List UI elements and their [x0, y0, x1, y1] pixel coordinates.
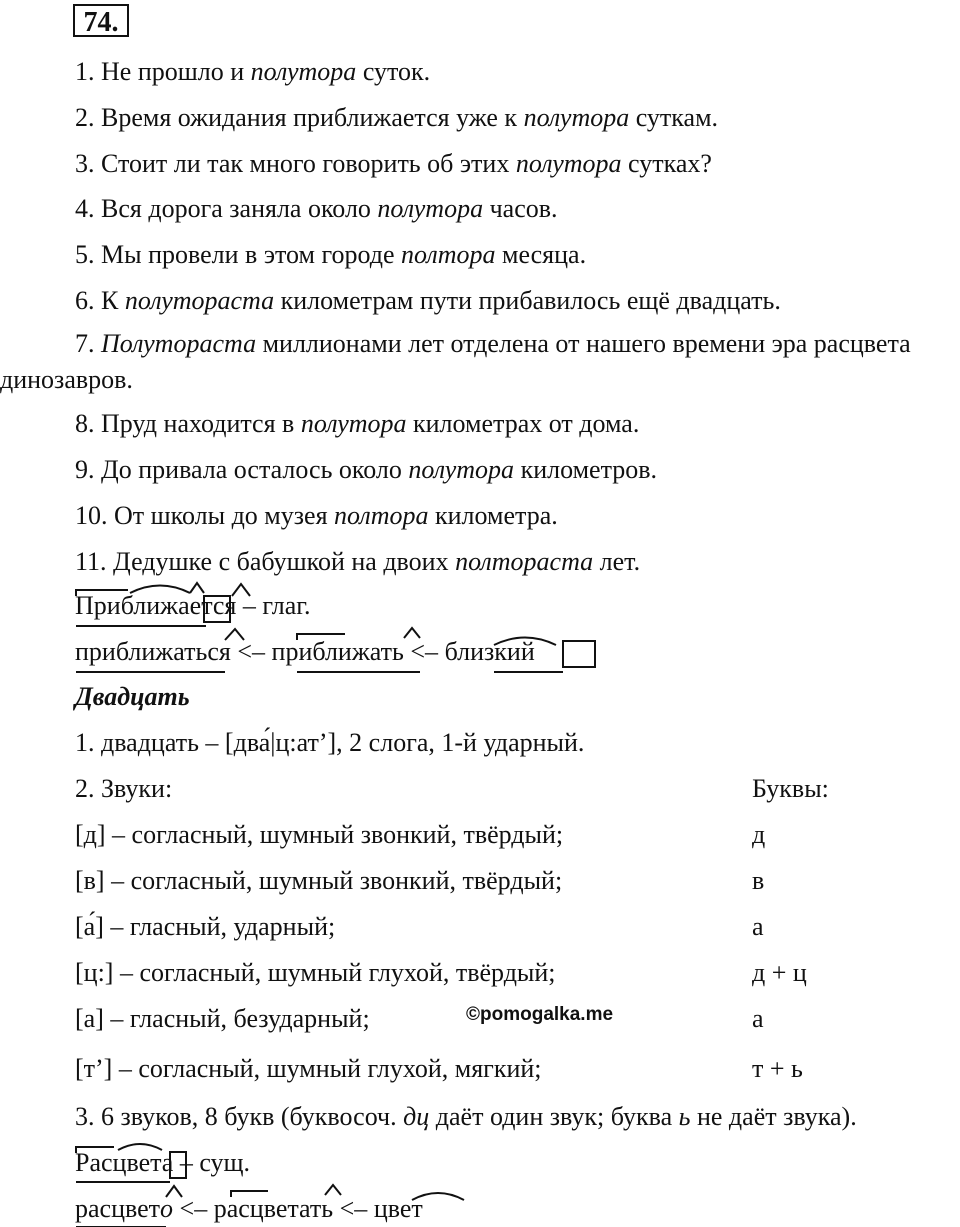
morph-word: Приближается: [75, 591, 237, 620]
sentence-text: Стоит ли так много говорить об этих: [101, 149, 516, 178]
sentence-text: месяца.: [495, 240, 587, 269]
sentence-number: 2.: [75, 103, 95, 132]
letter-value: в: [752, 866, 765, 895]
sentence-text: До привала осталось около: [101, 455, 409, 484]
morph-word: Расцвета: [75, 1148, 174, 1177]
sentence-1: [75, 56, 430, 88]
sentence-text: Не прошло и: [101, 57, 251, 86]
numeral-italic: полутораста: [124, 286, 275, 315]
arrow: <–: [173, 1194, 214, 1223]
derivation-word: цвет: [373, 1194, 423, 1223]
sentence-text: километра.: [428, 501, 558, 530]
sentence-text: Дедушке с бабушкой на двоих: [113, 547, 456, 576]
sentence-text: суток.: [356, 57, 431, 86]
sentence-number: 9.: [75, 455, 95, 484]
numeral-italic: полтора: [334, 501, 429, 530]
exercise-number: 74.: [73, 4, 129, 37]
sentence-2: [75, 102, 718, 134]
sentence-text: Вся дорога заняла около: [101, 194, 378, 223]
line3-italic: ь: [678, 1102, 691, 1131]
sentence-text: сутках?: [621, 149, 712, 178]
sound-description: [а́] – гласный, ударный;: [75, 912, 336, 941]
derivation-word: приближать: [271, 637, 404, 666]
part-of-speech-note: – сущ.: [173, 1148, 251, 1177]
numeral-italic: полтора: [401, 240, 496, 269]
sentence-text: лет.: [593, 547, 641, 576]
letter-value: д: [752, 820, 766, 849]
letter-value: д + ц: [752, 958, 807, 987]
sentence-text: К: [101, 286, 125, 315]
sentence-number: 10.: [75, 501, 108, 530]
line3-text: не даёт звука).: [690, 1102, 857, 1131]
sentence-number: 1.: [75, 57, 95, 86]
numeral-italic: полутора: [300, 409, 407, 438]
derivation-word: близкий: [444, 637, 535, 666]
letters-label: Буквы:: [752, 774, 829, 803]
numeral-italic: Полутораста: [101, 329, 257, 358]
derivation-word: расцвет: [75, 1194, 161, 1223]
numeral-italic: полутора: [408, 455, 515, 484]
sentence-number: 4.: [75, 194, 95, 223]
sentence-3: [75, 148, 712, 180]
line3-text: даёт один звук; буква: [429, 1102, 679, 1131]
sound-description: [т’] – согласный, шумный глухой, мягкий;: [75, 1054, 542, 1083]
derivation-word: расцветать: [213, 1194, 334, 1223]
numeral-italic: полутора: [250, 57, 357, 86]
sentence-number: 6.: [75, 286, 95, 315]
sentence-11: [75, 546, 640, 578]
analysis-line-3: [75, 1101, 857, 1133]
line3-italic: дц: [403, 1102, 430, 1131]
analysis-line-1: 1. двадцать – [два́|ц:ат’], 2 слога, 1-й ударный.: [75, 728, 585, 757]
sentence-10: [75, 500, 558, 532]
sentence-text: Пруд находится в: [101, 409, 301, 438]
numeral-italic: полутора: [377, 194, 484, 223]
sentence-text: От школы до музея: [114, 501, 335, 530]
sound-description: [д] – согласный, шумный звонкий, твёрдый;: [75, 820, 564, 849]
sentence-text: километрах от дома.: [406, 409, 640, 438]
line3-text: 3. 6 звуков, 8 букв (буквосоч.: [75, 1102, 404, 1131]
sounds-label: 2. Звуки:: [75, 774, 173, 803]
sentence-text: километрам пути прибавилось ещё двадцать.: [274, 286, 781, 315]
null-ending: о: [160, 1194, 174, 1223]
sentence-text: Время ожидания приближается уже к: [101, 103, 524, 132]
sentence-8: [75, 408, 639, 440]
letter-value: а: [752, 1004, 764, 1033]
sentence-number: 3.: [75, 149, 95, 178]
letter-value: а: [752, 912, 764, 941]
arrow: <–: [333, 1194, 374, 1223]
sound-description: [в] – согласный, шумный звонкий, твёрдый;: [75, 866, 563, 895]
sentence-7: [0, 326, 930, 398]
sentence-number: 5.: [75, 240, 95, 269]
letter-value: т + ь: [752, 1054, 803, 1083]
derivation-chain-2: [75, 1193, 423, 1225]
sentence-text: суткам.: [629, 103, 719, 132]
sentence-text: миллионами лет отделена от нашего времени эра расцвета динозавров.: [0, 329, 911, 394]
sound-description: [ц:] – согласный, шумный глухой, твёрдый;: [75, 958, 556, 987]
watermark: ©pomogalka.me: [466, 1004, 614, 1025]
part-of-speech-note: – глаг.: [236, 591, 311, 620]
sentence-number: 11.: [75, 547, 107, 576]
derivation-chain-1: [75, 636, 535, 668]
sentence-9: [75, 454, 657, 486]
sound-description: [а] – гласный, безударный;: [75, 1004, 370, 1033]
sentence-text: часов.: [483, 194, 558, 223]
sentence-text: километров.: [514, 455, 658, 484]
ending-box: [563, 641, 595, 667]
numeral-italic: полутора: [523, 103, 630, 132]
numeral-italic: полтораста: [455, 547, 594, 576]
morph-line-1: [75, 590, 310, 622]
sentence-6: [75, 285, 781, 317]
sentence-number: 7.: [75, 329, 95, 358]
arrow: <–: [403, 637, 445, 666]
sentence-4: [75, 193, 558, 225]
sentence-number: 8.: [75, 409, 95, 438]
numeral-italic: полутора: [515, 149, 622, 178]
morph-line-2: [75, 1147, 250, 1179]
sentence-5: [75, 239, 586, 271]
sentence-text: Мы провели в этом городе: [101, 240, 402, 269]
arrow: <–: [230, 637, 272, 666]
word-heading: Двадцать: [75, 682, 190, 711]
derivation-word: приближаться: [75, 637, 231, 666]
